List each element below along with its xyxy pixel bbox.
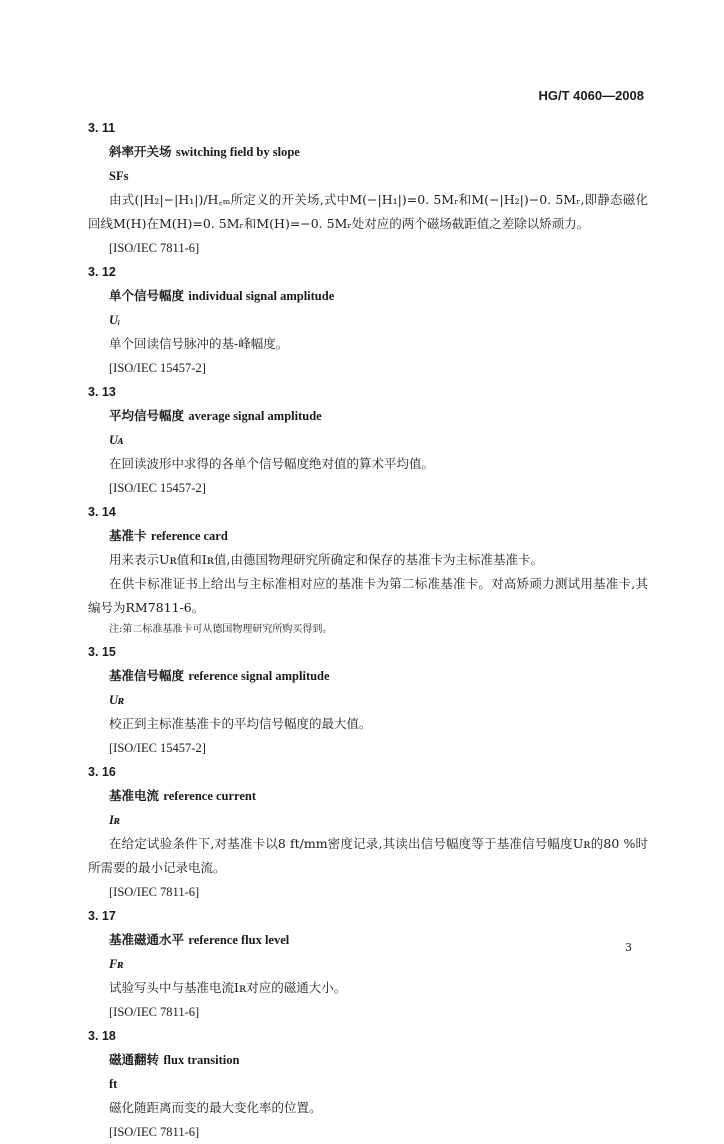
- term-entry-3-17: [0, 904, 724, 1024]
- term-english: average signal amplitude: [188, 409, 322, 423]
- terms-list: [0, 116, 724, 1144]
- entry-definition: 校正到主标准基准卡的平均信号幅度的最大值。: [109, 716, 372, 731]
- entry-number: 3. 16: [88, 765, 116, 779]
- term-entry-3-14: [0, 500, 724, 640]
- term-chinese: 磁通翻转: [109, 1052, 160, 1067]
- entry-reference: [ISO/IEC 7811-6]: [109, 1125, 200, 1139]
- entry-definition: 用来表示Uʀ值和Iʀ值,由德国物理研究所确定和保存的基准卡为主标准基准卡。: [109, 552, 543, 567]
- entry-number: 3. 12: [88, 265, 116, 279]
- term-chinese: 斜率开关场: [109, 144, 172, 159]
- term-english: reference flux level: [188, 933, 290, 947]
- entry-number: 3. 18: [88, 1029, 116, 1043]
- entry-reference: [ISO/IEC 15457-2]: [109, 741, 206, 755]
- entry-symbol: ft: [109, 1077, 118, 1091]
- term-english: reference signal amplitude: [188, 669, 330, 683]
- entry-term: [109, 284, 724, 308]
- term-english: switching field by slope: [175, 145, 300, 159]
- entry-term: [109, 664, 724, 688]
- entry-definition: 在给定试验条件下,对基准卡以8 ft/mm密度记录,其读出信号幅度等于基准信号幅度Uʀ的80 %时所需要的最小记录电流。: [88, 836, 648, 875]
- entry-reference: [ISO/IEC 7811-6]: [109, 1005, 200, 1019]
- entry-symbol: SFs: [109, 169, 129, 183]
- term-chinese: 单个信号幅度: [109, 288, 185, 303]
- entry-term: [109, 1048, 724, 1072]
- entry-number: 3. 13: [88, 385, 116, 399]
- entry-definition: 在回读波形中求得的各单个信号幅度绝对值的算术平均值。: [109, 456, 435, 471]
- entry-definition: 磁化随距离而变的最大变化率的位置。: [109, 1100, 322, 1115]
- entry-symbol: Uʀ: [109, 693, 125, 707]
- entry-definition: 试验写头中与基准电流Iʀ对应的磁通大小。: [109, 980, 347, 995]
- entry-reference: [ISO/IEC 7811-6]: [109, 885, 200, 899]
- entry-term: [109, 140, 724, 164]
- page-number: 3: [625, 941, 632, 954]
- entry-definition: 单个回读信号脉冲的基-峰幅度。: [109, 336, 289, 351]
- entry-term: [109, 524, 724, 548]
- entry-definition-continued: 在供卡标准证书上给出与主标准相对应的基准卡为第二标准基准卡。对高矫顽力测试用基准卡,其编号为RM7811-6。: [88, 576, 648, 615]
- term-chinese: 基准磁通水平: [109, 932, 185, 947]
- entry-reference: [ISO/IEC 7811-6]: [109, 241, 200, 255]
- term-chinese: 基准信号幅度: [109, 668, 185, 683]
- entry-symbol: Iʀ: [109, 813, 120, 827]
- entry-number: 3. 15: [88, 645, 116, 659]
- term-entry-3-13: [0, 380, 724, 500]
- entry-note: 注:第二标准基准卡可从德国物理研究所购买得到。: [109, 624, 333, 635]
- term-english: individual signal amplitude: [188, 289, 335, 303]
- entry-reference: [ISO/IEC 15457-2]: [109, 481, 206, 495]
- term-chinese: 基准卡: [109, 528, 147, 543]
- entry-symbol: Fʀ: [109, 957, 124, 971]
- term-entry-3-12: [0, 260, 724, 380]
- standard-code-header: HG/T 4060—2008: [538, 88, 644, 103]
- entry-symbol: Uᵢ: [109, 313, 121, 327]
- term-entry-3-15: [0, 640, 724, 760]
- term-english: flux transition: [163, 1053, 240, 1067]
- entry-number: 3. 14: [88, 505, 116, 519]
- term-entry-3-18: [0, 1024, 724, 1144]
- entry-term: [109, 404, 724, 428]
- entry-number: 3. 17: [88, 909, 116, 923]
- term-chinese: 平均信号幅度: [109, 408, 185, 423]
- entry-reference: [ISO/IEC 15457-2]: [109, 361, 206, 375]
- term-english: reference current: [163, 789, 257, 803]
- term-chinese: 基准电流: [109, 788, 160, 803]
- entry-number: 3. 11: [88, 121, 116, 135]
- entry-definition: 由式(|H₂|−|H₁|)/H꜀ₘ所定义的开关场,式中M(−|H₁|)=0. 5Mᵣ和M(−|H₂|)−0. 5Mᵣ,即静态磁化回线M(H)在M(H)=0. 5Mᵣ和M(H)=−0. 5Mᵣ处对应的两个磁场截距值之差除以矫顽力。: [88, 192, 648, 231]
- term-english: reference card: [150, 529, 228, 543]
- term-entry-3-16: [0, 760, 724, 904]
- term-entry-3-11: [0, 116, 724, 260]
- entry-symbol: Uᴀ: [109, 433, 124, 447]
- entry-term: [109, 784, 724, 808]
